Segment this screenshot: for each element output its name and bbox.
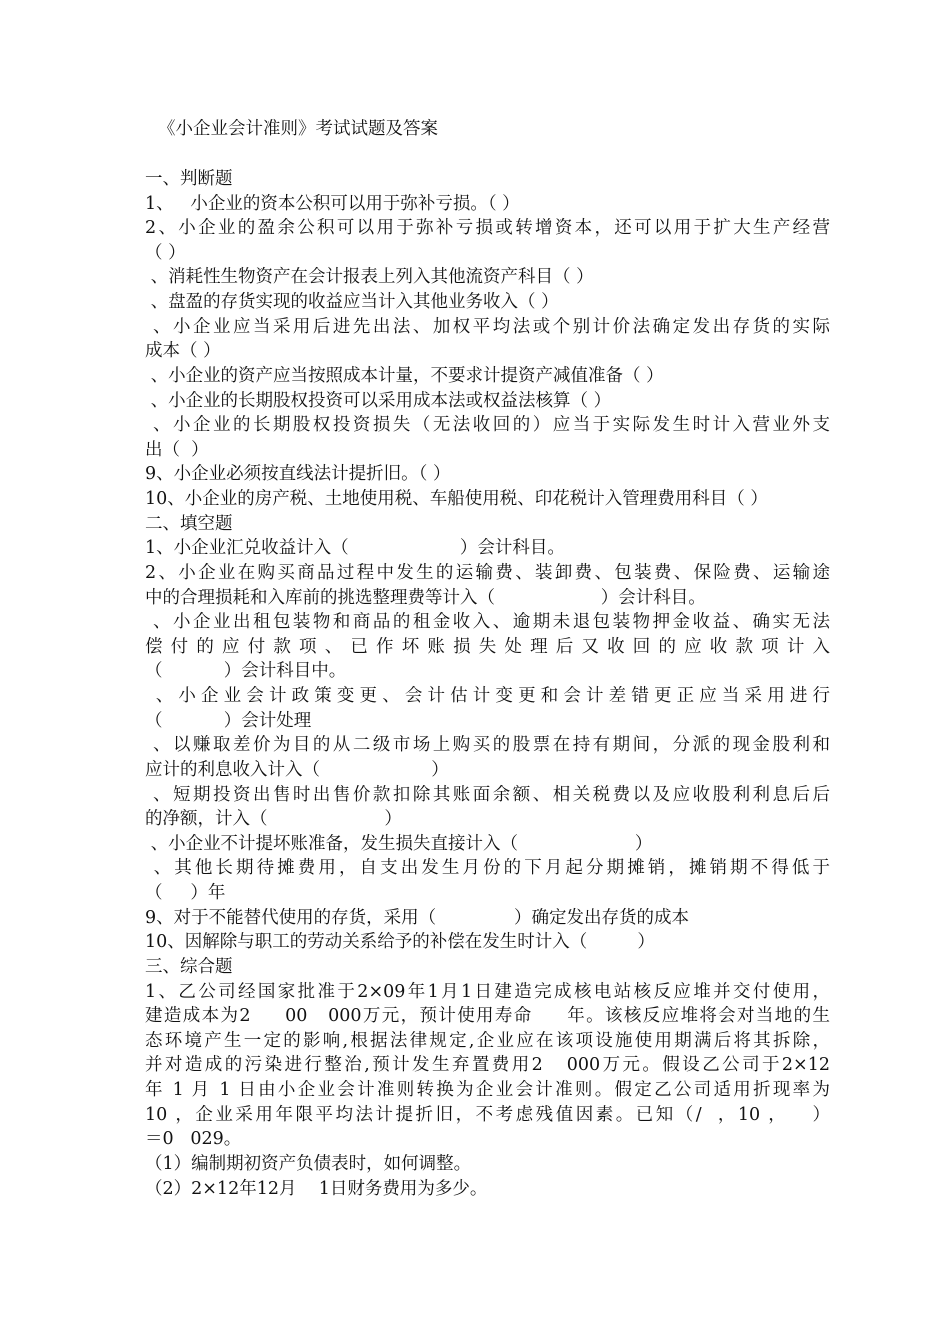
section-heading-judgment: 一、判断题 <box>145 169 233 189</box>
question-line: 、盘盈的存货实现的收益应当计入其他业务收入（ ） <box>145 292 559 312</box>
question-line: 出（ ） <box>145 440 209 460</box>
question-line: 9、小企业必须按直线法计提折旧。（ ） <box>145 464 451 484</box>
question-line: 年 1 月 1 日由小企业会计准则转换为企业会计准则。假定乙公司适用折现率为 <box>145 1080 830 1100</box>
question-line: （ ）年 <box>145 883 226 903</box>
question-line: （ ）会计科目中。 <box>145 661 347 681</box>
question-line: 、小企业的资产应当按照成本计量，不要求计提资产减值准备（ ） <box>145 366 664 386</box>
question-line: 的净额，计入（ ） <box>145 809 402 829</box>
question-line: 并对造成的污染进行整治,预计发生弃置费用2 000万元。假设乙公司于2×12 <box>145 1055 830 1075</box>
question-line: 、小企业的长期股权投资可以采用成本法或权益法核算（ ） <box>145 391 612 411</box>
question-line: 偿付的应付款项、已作坏账损失处理后又收回的应收款项计入 <box>145 637 830 657</box>
question-line: 、以赚取差价为目的从二级市场上购买的股票在持有期间，分派的现金股利和 <box>145 735 830 755</box>
question-line: 中的合理损耗和入库前的挑选整理费等计入（ ）会计科目。 <box>145 588 706 608</box>
question-line: 、小企业出租包装物和商品的租金收入、逾期未退包装物押金收益、确实无法 <box>145 612 830 632</box>
question-line: 10、小企业的房产税、土地使用税、车船使用税、印花税计入管理费用科目（ ） <box>145 489 768 509</box>
question-line: 、小企业应当采用后进先出法、加权平均法或个别计价法确定发出存货的实际 <box>145 317 830 337</box>
question-line: （ ）会计处理 <box>145 711 312 731</box>
question-line: 9、对于不能替代使用的存货，采用（ ）确定发出存货的成本 <box>145 908 690 928</box>
question-line: 、短期投资出售时出售价款扣除其账面余额、相关税费以及应收股利利息后后 <box>145 785 830 805</box>
question-line: 、消耗性生物资产在会计报表上列入其他流资产科目（ ） <box>145 267 594 287</box>
question-line: 、其他长期待摊费用，自支出发生月份的下月起分期摊销，摊销期不得低于 <box>145 858 830 878</box>
question-line: 1、乙公司经国家批准于2×09年1月1日建造完成核电站核反应堆并交付使用， <box>145 982 830 1002</box>
question-line: 、小企业会计政策变更、会计估计变更和会计差错更正应当采用进行 <box>145 686 830 706</box>
question-line: 10、因解除与职工的劳动关系给予的补偿在发生时计入（ ） <box>145 932 655 952</box>
question-line: 建造成本为2 00 000万元，预计使用寿命 年。该核反应堆将会对当地的生 <box>145 1006 830 1026</box>
section-heading-comprehensive: 三、综合题 <box>145 957 233 977</box>
question-line: 成本（ ） <box>145 341 221 361</box>
question-line: 、小企业的长期股权投资损失（无法收回的）应当于实际发生时计入营业外支 <box>145 415 830 435</box>
question-line: （1）编制期初资产负债表时，如何调整。 <box>145 1154 472 1174</box>
question-line: 2、小企业在购买商品过程中发生的运输费、装卸费、包装费、保险费、运输途 <box>145 563 830 583</box>
section-heading-fill-blank: 二、填空题 <box>145 514 233 534</box>
question-line: （ ） <box>145 243 186 263</box>
question-line: 10 ，企业采用年限平均法计提折旧，不考虑残值因素。已知（/ ，10 ， ） <box>145 1105 830 1125</box>
question-line: 应计的利息收入计入（ ） <box>145 760 449 780</box>
question-line: （2）2×12年12月 1日财务费用为多少。 <box>145 1179 488 1199</box>
question-line: ＝0 029。 <box>145 1129 242 1149</box>
question-line: 、小企业不计提坏账准备，发生损失直接计入（ ） <box>145 834 653 854</box>
document-title: 《小企业会计准则》考试试题及答案 <box>158 119 438 139</box>
question-line: 1、小企业汇兑收益计入（ ）会计科目。 <box>145 538 565 558</box>
question-line: 态环境产生一定的影响,根据法律规定,企业应在该项设施使用期满后将其拆除， <box>145 1031 830 1051</box>
question-line: 2、小企业的盈余公积可以用于弥补亏损或转增资本，还可以用于扩大生产经营 <box>145 218 830 238</box>
question-line: 1、 小企业的资本公积可以用于弥补亏损。（ ） <box>145 194 520 214</box>
